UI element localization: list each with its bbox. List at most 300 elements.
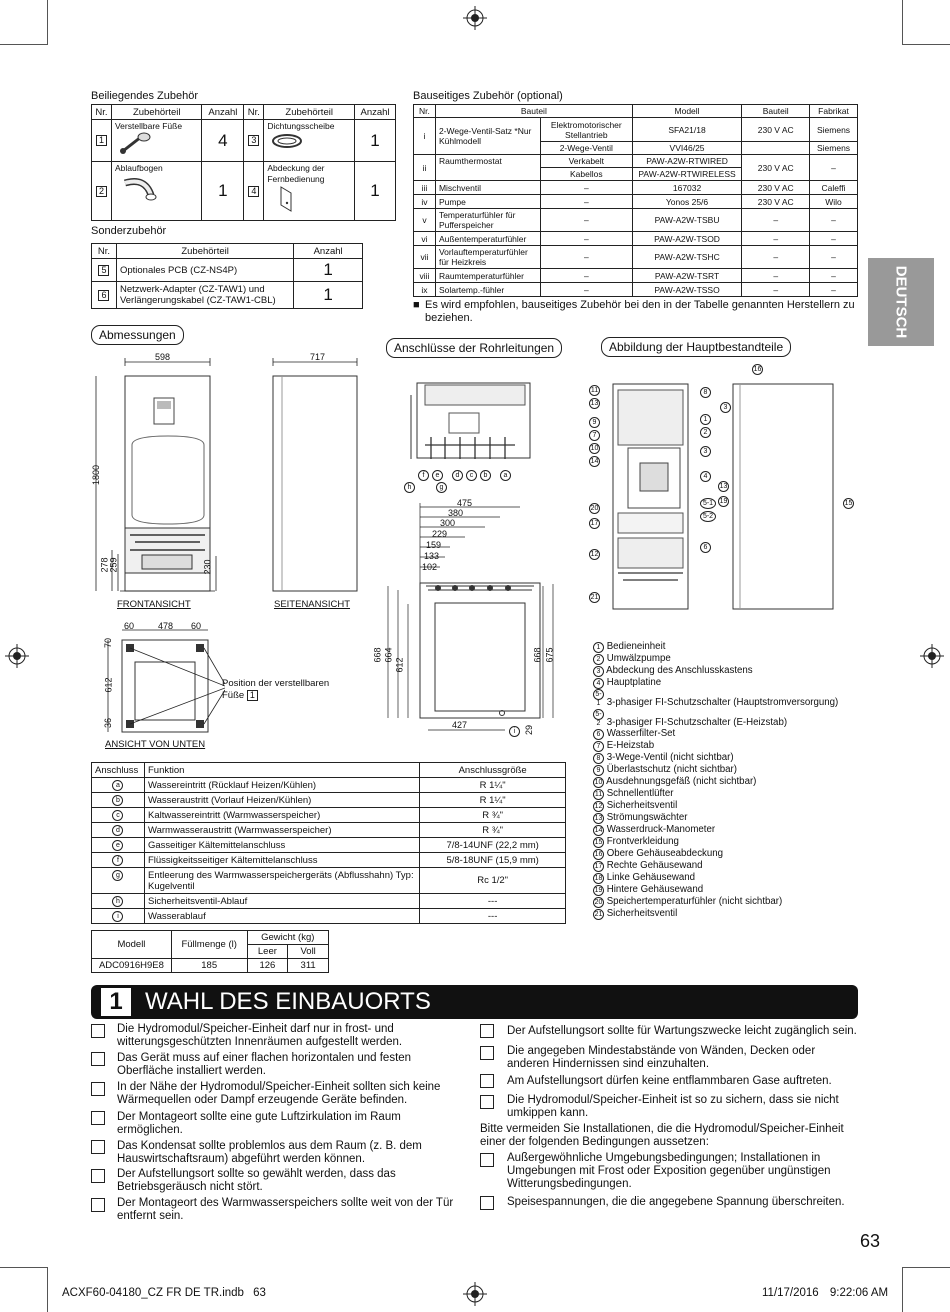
avoid-intro: Bitte vermeiden Sie Installationen, die die Hydromodul/Speicher-Einheit einer der folgenden Bedingungen aussetzen: <box>480 1123 844 1148</box>
callout: 16 <box>753 366 762 373</box>
part-number: 14 <box>594 827 603 835</box>
table-row <box>92 778 566 793</box>
part-name: Vorlauftemperaturfühler für Heizkreis <box>435 246 540 269</box>
checklist-checkbox[interactable] <box>91 1024 105 1038</box>
model: PAW-A2W-TSRT <box>632 269 742 283</box>
table-row <box>92 959 329 973</box>
part-number: 12 <box>594 803 603 811</box>
connection-function: Kaltwassereintritt (Warmwasserspeicher) <box>144 808 419 823</box>
table-row <box>92 909 566 924</box>
pipe-label: a <box>500 470 511 481</box>
dim-668: 668 <box>372 647 383 663</box>
checklist-item: Das Gerät muss auf einer flachen horizontalen und festen Oberfläche installiert werden. <box>117 1052 412 1077</box>
brand: Siemens <box>810 118 858 142</box>
brand: – <box>810 232 858 246</box>
connection-function: Wasserablauf <box>144 909 419 924</box>
list-item <box>593 896 863 908</box>
col-header: Fabrikat <box>810 105 858 118</box>
callout: 3 <box>720 402 731 413</box>
accessories-table <box>91 104 396 221</box>
part-number: 2 <box>593 654 604 665</box>
connection-id: a <box>112 780 123 791</box>
dim-380: 380 <box>448 508 464 518</box>
table-row <box>414 269 858 283</box>
adjustable-foot-icon <box>115 131 155 155</box>
brand: – <box>810 283 858 297</box>
table-row <box>414 283 858 297</box>
callout: 13 <box>590 400 599 407</box>
connection-size: R 1¼" <box>420 778 566 793</box>
part-number: 20 <box>594 899 603 907</box>
checklist-item: Der Montageort des Warmwasserspeichers sollte weit von der Tür entfernt sein. <box>117 1197 454 1222</box>
part-name: Mischventil <box>435 181 540 195</box>
part-number: 6 <box>593 729 604 740</box>
registration-mark-icon <box>5 644 29 668</box>
part-label: Strömungswächter <box>606 812 688 824</box>
list-item <box>593 860 863 872</box>
list-item <box>593 824 863 836</box>
dim-230: 230 <box>202 559 213 575</box>
part-number: 15 <box>594 839 603 847</box>
table-row <box>414 209 858 232</box>
checklist-checkbox[interactable] <box>91 1169 105 1183</box>
list-item <box>593 788 863 800</box>
callout: 12 <box>590 551 599 558</box>
col-header: Füllmenge (l) <box>171 931 247 959</box>
row-number: i <box>414 118 436 155</box>
item-number: 2 <box>96 186 107 197</box>
callout: 11 <box>590 387 599 394</box>
dim-60b: 60 <box>191 621 202 631</box>
crop-mark <box>47 1267 48 1312</box>
checklist-checkbox[interactable] <box>91 1140 105 1154</box>
sub-part: – <box>540 181 632 195</box>
part-label: Sicherheitsventil <box>606 908 678 920</box>
part-label: Sicherheitsventil <box>606 800 678 812</box>
part-name: Optionales PCB (CZ-NS4P) <box>116 259 293 282</box>
dim-front-width: 598 <box>155 352 171 362</box>
table-row <box>92 120 396 162</box>
list-item <box>593 908 863 920</box>
col-header: Anzahl <box>294 244 363 259</box>
voltage: 230 V AC <box>742 181 810 195</box>
col-header: Anzahl <box>355 105 396 120</box>
checklist-checkbox[interactable] <box>480 1024 494 1038</box>
connection-function: Wasseraustritt (Vorlauf Heizen/Kühlen) <box>144 793 419 808</box>
checklist-checkbox[interactable] <box>91 1198 105 1212</box>
model: PAW-A2W-RTWIRED <box>632 155 742 168</box>
footer-timestamp <box>762 1287 888 1299</box>
table-row <box>92 793 566 808</box>
sub-part: Elektromotorischer Stellantrieb <box>540 118 632 142</box>
connection-function: Wassereintritt (Rücklauf Heizen/Kühlen) <box>144 778 419 793</box>
part-name: Abdeckung der Fernbedienung <box>267 163 325 184</box>
col-header: Leer <box>247 945 288 959</box>
part-number: 10 <box>594 779 603 787</box>
dim-133: 133 <box>424 551 440 561</box>
part-name: Dichtungsscheibe <box>267 121 335 131</box>
pipe-connection-drawing <box>405 375 535 470</box>
checklist-item: Der Montageort sollte eine gute Luftzirkulation im Raum ermöglichen. <box>117 1111 401 1136</box>
part-label: Hintere Gehäusewand <box>606 884 704 896</box>
dim-478: 478 <box>158 621 174 631</box>
part-callouts-left <box>589 385 605 603</box>
brand: – <box>810 209 858 232</box>
voltage: – <box>742 246 810 269</box>
part-name: Außentemperaturfühler <box>435 232 540 246</box>
checklist-checkbox[interactable] <box>91 1082 105 1096</box>
front-view-label: FRONTANSICHT <box>117 599 191 610</box>
part-number: 5-1 <box>593 689 604 700</box>
dim-675: 675 <box>544 647 555 663</box>
table-row <box>414 155 858 168</box>
part-number: 13 <box>594 815 603 823</box>
connection-id: g <box>112 870 123 881</box>
col-header: Voll <box>288 945 329 959</box>
row-number: v <box>414 209 436 232</box>
field-title: Bauseitiges Zubehör (optional) <box>413 90 563 102</box>
part-label: 3-Wege-Ventil (nicht sichtbar) <box>606 752 734 764</box>
callout: 20 <box>590 505 599 512</box>
field-note-bullet: ■ <box>413 299 420 311</box>
accessories-title: Beiliegendes Zubehör <box>91 90 199 102</box>
connection-size: 7/8-14UNF (22,2 mm) <box>420 838 566 853</box>
quantity: 1 <box>294 282 363 309</box>
item-number: 3 <box>248 135 259 146</box>
part-label: 3-phasiger FI-Schutzschalter (Hauptstromversorgung) <box>606 697 839 708</box>
col-header: Bauteil <box>435 105 632 118</box>
list-item <box>593 884 863 896</box>
special-title: Sonderzubehör <box>91 225 167 237</box>
table-row <box>414 181 858 195</box>
dim-612: 612 <box>103 677 114 693</box>
row-number: ix <box>414 283 436 297</box>
side-view-drawing <box>270 350 360 600</box>
table-row <box>92 853 566 868</box>
connection-size: --- <box>420 894 566 909</box>
parts-heading: Abbildung der Hauptbestandteile <box>601 337 791 357</box>
sub-part: Kabellos <box>540 168 632 181</box>
connection-function: Entleerung des Warmwasserspeichergeräts (Abflusshahn) Typ: Kugelventil <box>144 868 419 894</box>
pipe-label: d <box>452 470 463 481</box>
model: PAW-A2W-TSOD <box>632 232 742 246</box>
connection-id: b <box>112 795 123 806</box>
part-label: Schnellentlüfter <box>606 788 674 800</box>
checklist-item: Die Hydromodul/Speicher-Einheit ist so zu sichern, dass sie nicht umkippen kann. <box>507 1094 839 1119</box>
dim-259: 259 <box>108 557 119 573</box>
table-row <box>414 246 858 269</box>
callout: 5-1 <box>700 498 716 509</box>
connection-function: Gasseitiger Kältemittelanschluss <box>144 838 419 853</box>
field-table <box>413 104 858 297</box>
callout: 21 <box>590 594 599 601</box>
checklist-checkbox[interactable] <box>480 1153 494 1167</box>
part-number: 1 <box>593 642 604 653</box>
pipe-label: h <box>404 482 415 493</box>
quantity: 1 <box>355 162 396 221</box>
registration-mark-icon <box>463 6 487 30</box>
callout: 4 <box>700 471 711 482</box>
part-label: Wasserdruck-Manometer <box>606 824 716 836</box>
list-item <box>593 872 863 884</box>
checklist-checkbox[interactable] <box>480 1196 494 1210</box>
connection-id: d <box>112 825 123 836</box>
dim-side-width: 717 <box>310 352 326 362</box>
drain-elbow-icon <box>115 173 165 205</box>
list-item <box>593 752 863 764</box>
col-header: Anschlussgröße <box>420 763 566 778</box>
dim-29: 29 <box>524 724 535 736</box>
crop-mark <box>902 44 950 45</box>
item-number: 4 <box>248 186 259 197</box>
section-number: 1 <box>101 988 131 1016</box>
item-number: 1 <box>247 690 258 701</box>
brand: – <box>810 246 858 269</box>
weight-empty: 126 <box>247 959 288 973</box>
part-label: Wasserfilter-Set <box>606 728 676 740</box>
part-label: Frontverkleidung <box>606 836 679 848</box>
part-name: Raumthermostat <box>435 155 540 168</box>
registration-mark-icon <box>920 644 944 668</box>
crop-mark <box>0 1267 48 1268</box>
callout: 3 <box>700 446 711 457</box>
row-number: iv <box>414 195 436 209</box>
checklist-checkbox[interactable] <box>480 1095 494 1109</box>
checklist-item: In der Nähe der Hydromodul/Speicher-Einheit sollten sich keine Wärmequellen oder Dampf erzeugende Geräte befinden. <box>117 1081 441 1106</box>
dim-475: 475 <box>457 498 473 508</box>
dim-36: 36 <box>103 717 114 729</box>
row-number: ii <box>414 155 436 181</box>
checklist-item: Die Hydromodul/Speicher-Einheit darf nur in frost- und witterungsgeschützten Innenräumen aufgestellt werden. <box>117 1023 403 1048</box>
voltage: 230 V AC <box>742 155 810 181</box>
list-item <box>593 848 863 860</box>
part-label: Speichertemperaturfühler (nicht sichtbar) <box>606 896 783 908</box>
col-header: Zubehörteil <box>111 105 201 120</box>
col-header: Anschluss <box>92 763 145 778</box>
sub-part: – <box>540 232 632 246</box>
part-label: Bedieneinheit <box>606 641 666 652</box>
sub-part: – <box>540 283 632 297</box>
callout: 8 <box>700 387 711 398</box>
list-item <box>593 812 863 824</box>
voltage: 230 V AC <box>742 195 810 209</box>
callout: 7 <box>589 430 600 441</box>
table-row <box>414 118 858 142</box>
dim-60a: 60 <box>124 621 135 631</box>
checklist-checkbox[interactable] <box>480 1074 494 1088</box>
checklist-item: Am Aufstellungsort dürfen keine entflammbaren Gase auftreten. <box>507 1075 832 1087</box>
connection-id: i <box>112 911 123 922</box>
part-label: Umwälzpumpe <box>606 653 671 664</box>
part-callouts-right <box>700 387 714 553</box>
part-name: Solartemp.-fühler <box>435 283 540 297</box>
connection-id: c <box>112 810 123 821</box>
list-item <box>593 728 863 740</box>
checklist-item: Der Aufstellungsort sollte für Wartungszwecke leicht zugänglich sein. <box>507 1025 857 1037</box>
crop-mark <box>902 1267 903 1312</box>
table-row <box>92 808 566 823</box>
part-name: Verstellbare Füße <box>114 121 183 131</box>
part-label: Überlastschutz (nicht sichtbar) <box>606 764 737 776</box>
dim-159: 159 <box>426 540 442 550</box>
part-label: E-Heizstab <box>606 740 655 752</box>
dim-612: 612 <box>394 657 405 673</box>
crop-mark <box>47 0 48 44</box>
list-item <box>593 641 863 653</box>
checklist-item: Speisespannungen, die die angegebene Spannung überschreiten. <box>507 1196 845 1208</box>
voltage: 230 V AC <box>742 118 810 142</box>
callout: 10 <box>590 445 599 452</box>
dim-668b: 668 <box>532 647 543 663</box>
model: ADC0916H9E8 <box>92 959 172 973</box>
dim-70: 70 <box>103 637 114 649</box>
connection-size: 5/8-18UNF (15,9 mm) <box>420 853 566 868</box>
pipe-dimension-drawing <box>380 498 560 743</box>
list-item <box>593 776 863 788</box>
part-name: Pumpe <box>435 195 540 209</box>
list-item <box>593 665 863 677</box>
part-label: Linke Gehäusewand <box>606 872 696 884</box>
model: PAW-A2W-RTWIRELESS <box>632 168 742 181</box>
field-note: Es wird empfohlen, bauseitiges Zubehör bei den in der Tabelle genannten Herstellern zu beziehen. <box>425 299 855 324</box>
checklist-item: Der Aufstellungsort sollte so gewählt werden, dass das Betriebsgeräusch nicht stört. <box>117 1168 396 1193</box>
table-row <box>92 823 566 838</box>
item-number: 1 <box>96 135 107 146</box>
fill-volume: 185 <box>171 959 247 973</box>
part-label: Hauptplatine <box>606 677 662 688</box>
model: PAW-A2W-TSSO <box>632 283 742 297</box>
table-row <box>414 195 858 209</box>
part-number: 4 <box>593 678 604 689</box>
quantity: 1 <box>202 162 244 221</box>
dim-height: 1800 <box>91 464 102 486</box>
dimensions-heading: Abmessungen <box>91 325 184 345</box>
row-number: vi <box>414 232 436 246</box>
table-row <box>92 162 396 221</box>
part-number: 16 <box>594 851 603 859</box>
part-number: 7 <box>593 741 604 752</box>
connection-id: f <box>112 855 123 866</box>
table-row <box>414 232 858 246</box>
part-label: Abdeckung des Anschlusskastens <box>606 665 753 676</box>
list-item <box>593 677 863 689</box>
pipe-label: g <box>436 482 447 493</box>
pipe-label: f <box>418 470 429 481</box>
brand: Siemens <box>810 142 858 155</box>
sub-part: Verkabelt <box>540 155 632 168</box>
pipe-label: i <box>509 726 520 737</box>
model: SFA21/18 <box>632 118 742 142</box>
connection-size: Rc 1/2" <box>420 868 566 894</box>
col-header: Gewicht (kg) <box>247 931 329 945</box>
checklist-checkbox[interactable] <box>480 1046 494 1060</box>
callout: 13 <box>719 483 728 490</box>
model: Yonos 25/6 <box>632 195 742 209</box>
part-number: 5-2 <box>593 709 604 720</box>
parts-list <box>593 641 863 920</box>
section-header <box>91 985 858 1019</box>
model: VVI46/25 <box>632 142 742 155</box>
pipe-label: e <box>432 470 443 481</box>
col-header: Funktion <box>144 763 419 778</box>
row-number: viii <box>414 269 436 283</box>
footer-filename: ACXF60-04180_CZ FR DE TR.indb <box>62 1287 244 1299</box>
col-header: Zubehörteil <box>116 244 293 259</box>
brand: – <box>810 155 858 181</box>
row-number: iii <box>414 181 436 195</box>
quantity: 1 <box>355 120 396 162</box>
side-tab <box>868 258 934 346</box>
connection-size: R 1¼" <box>420 793 566 808</box>
col-header: Nr. <box>92 105 112 120</box>
callout: 15 <box>844 500 853 507</box>
callout: 1 <box>700 414 711 425</box>
bottom-view-label: ANSICHT VON UNTEN <box>105 739 206 750</box>
part-name: Raumtemperaturfühler <box>435 269 540 283</box>
voltage: – <box>742 232 810 246</box>
table-row <box>92 282 363 309</box>
callout: 9 <box>589 417 600 428</box>
list-item <box>593 800 863 812</box>
dim-229: 229 <box>432 529 448 539</box>
item-number: 6 <box>98 290 109 301</box>
feet-position-label <box>222 678 342 702</box>
sealing-washer-icon <box>267 131 307 151</box>
sub-part: – <box>540 209 632 232</box>
quantity: 4 <box>202 120 244 162</box>
item-number: 5 <box>98 265 109 276</box>
checklist-checkbox[interactable] <box>91 1052 105 1066</box>
dim-427: 427 <box>452 720 468 730</box>
list-item <box>593 709 863 729</box>
callout: 19 <box>719 498 728 505</box>
part-label: 3-phasiger FI-Schutzschalter (E-Heizstab) <box>606 716 788 728</box>
sub-part: – <box>540 246 632 269</box>
table-row <box>92 259 363 282</box>
crop-mark <box>902 1267 950 1268</box>
footer-time: 9:22:06 AM <box>829 1287 889 1299</box>
col-header: Modell <box>632 105 742 118</box>
connection-id: e <box>112 840 123 851</box>
list-item <box>593 836 863 848</box>
col-header: Nr. <box>414 105 436 118</box>
section-title: WAHL DES EINBAUORTS <box>145 988 431 1015</box>
part-number: 21 <box>594 911 603 919</box>
list-item <box>593 764 863 776</box>
sub-part: – <box>540 269 632 283</box>
sub-part: – <box>540 195 632 209</box>
dim-664: 664 <box>383 647 394 663</box>
table-row <box>92 838 566 853</box>
brand: Wilo <box>810 195 858 209</box>
crop-mark <box>902 0 903 44</box>
col-header: Nr. <box>92 244 117 259</box>
crop-mark <box>0 44 48 45</box>
connection-function: Sicherheitsventil-Ablauf <box>144 894 419 909</box>
model: PAW-A2W-TSBU <box>632 209 742 232</box>
connection-size: --- <box>420 909 566 924</box>
checklist-checkbox[interactable] <box>91 1111 105 1125</box>
footer-date: 11/17/2016 <box>762 1287 819 1299</box>
remote-cover-icon <box>267 185 307 213</box>
connection-size: R ¾" <box>420 808 566 823</box>
sub-part: 2-Wege-Ventil <box>540 142 632 155</box>
callout: 17 <box>590 520 599 527</box>
special-table <box>91 243 363 309</box>
bottom-view-drawing <box>100 622 225 742</box>
part-number: 19 <box>594 887 603 895</box>
dim-300: 300 <box>440 518 456 528</box>
